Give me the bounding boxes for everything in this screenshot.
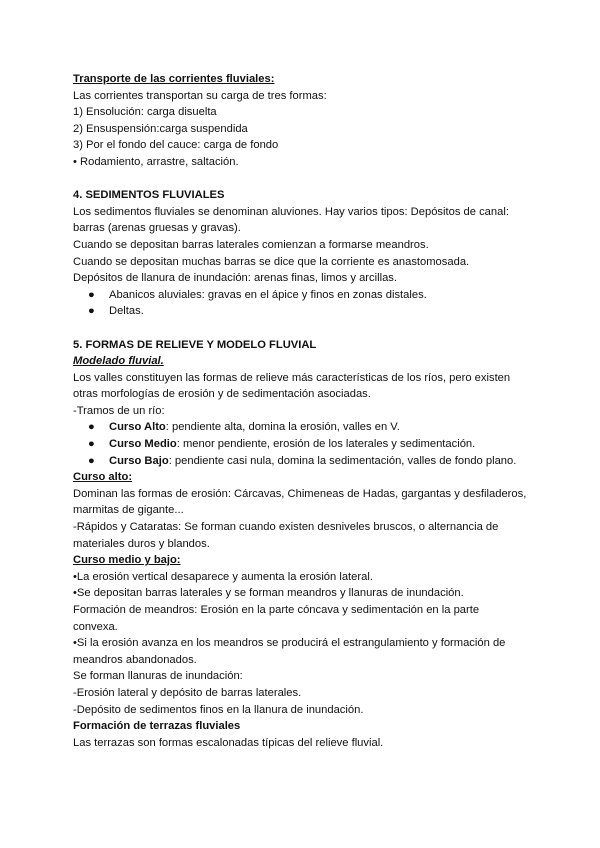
section-4-heading: 4. SEDIMENTOS FLUVIALES bbox=[73, 189, 225, 202]
curso-alto-heading: Curso alto: bbox=[73, 471, 133, 484]
bullet-icon: ● bbox=[88, 421, 95, 434]
paragraph-line: meandros abandonados. bbox=[73, 653, 197, 666]
transport-intro: Las corrientes transportan su carga de tres formas: bbox=[73, 89, 327, 102]
paragraph-line: Cuando se depositan barras laterales comienzan a formarse meandros. bbox=[73, 238, 429, 251]
paragraph-line: Cuando se depositan muchas barras se dice que la corriente es anastomosada. bbox=[73, 255, 470, 268]
sediment-bullet-list bbox=[73, 287, 543, 320]
bullet-icon: ● bbox=[88, 438, 95, 451]
paragraph-line: Dominan las formas de erosión: Cárcavas, Chimeneas de Hadas, gargantas y desfiladeros, bbox=[73, 487, 527, 500]
paragraph-line: •Se depositan barras laterales y se forman meandros y llanuras de inundación. bbox=[73, 587, 464, 600]
list-item bbox=[73, 419, 543, 436]
list-item-text: Deltas. bbox=[109, 305, 144, 318]
bullet-icon: ● bbox=[88, 454, 95, 467]
paragraph-line: •Si la erosión avanza en los meandros se producirá el estrangulamiento y formación de bbox=[73, 637, 506, 650]
transport-heading: Transporte de las corrientes fluviales: bbox=[73, 73, 275, 85]
paragraph-line: otras morfologías de erosión y de sedimentación asociadas. bbox=[73, 388, 371, 401]
list-item-text: Abanicos aluviales: gravas en el ápice y finos en zonas distales. bbox=[109, 288, 427, 301]
list-item bbox=[73, 436, 543, 453]
paragraph-line: -Depósito de sedimentos finos en la llanura de inundación. bbox=[73, 703, 364, 716]
tramo-desc: : menor pendiente, erosión de los laterales y sedimentación. bbox=[176, 438, 476, 451]
spacer bbox=[73, 171, 543, 188]
paragraph-line: •La erosión vertical desaparece y aumenta la erosión lateral. bbox=[73, 570, 373, 583]
tramo-term: Curso Medio bbox=[109, 438, 177, 451]
document-page bbox=[73, 71, 543, 751]
transport-item: 3) Por el fondo del cauce: carga de fondo bbox=[73, 139, 279, 152]
transport-item: • Rodamiento, arrastre, saltación. bbox=[73, 155, 239, 168]
modelado-subheading: Modelado fluvial. bbox=[73, 355, 164, 368]
spacer bbox=[73, 320, 543, 337]
list-item bbox=[73, 303, 543, 320]
paragraph-line: marmitas de gigante... bbox=[73, 504, 184, 517]
paragraph-line: Depósitos de llanura de inundación: arenas finas, limos y arcillas. bbox=[73, 272, 397, 285]
list-item bbox=[73, 453, 543, 470]
paragraph-line: Se forman llanuras de inundación: bbox=[73, 670, 243, 683]
paragraph-line: materiales duros y blandos. bbox=[73, 537, 210, 550]
paragraph-line: barras (arenas gruesas y gravas). bbox=[73, 222, 241, 235]
paragraph-line: Las terrazas son formas escalonadas típicas del relieve fluvial. bbox=[73, 736, 384, 749]
tramo-desc: : pendiente casi nula, domina la sedimentación, valles de fondo plano. bbox=[168, 454, 517, 467]
paragraph-line: convexa. bbox=[73, 620, 118, 633]
tramos-list bbox=[73, 419, 543, 469]
paragraph-line: -Rápidos y Cataratas: Se forman cuando existen desniveles bruscos, o alternancia de bbox=[73, 521, 499, 534]
section-5-heading: 5. FORMAS DE RELIEVE Y MODELO FLUVIAL bbox=[73, 338, 317, 351]
transport-item: 1) Ensolución: carga disuelta bbox=[73, 106, 217, 119]
paragraph-line: -Tramos de un río: bbox=[73, 404, 165, 417]
paragraph-line: Formación de meandros: Erosión en la parte cóncava y sedimentación en la parte bbox=[73, 604, 480, 616]
bullet-icon: ● bbox=[88, 288, 95, 301]
list-item bbox=[73, 287, 543, 304]
tramo-term: Curso Bajo bbox=[109, 454, 169, 467]
transport-item: 2) Ensuspensión:carga suspendida bbox=[73, 122, 248, 135]
tramo-term: Curso Alto bbox=[109, 421, 166, 434]
paragraph-line: Los sedimentos fluviales se denominan aluviones. Hay varios tipos: Depósitos de canal: bbox=[73, 205, 509, 218]
bullet-icon: ● bbox=[88, 305, 95, 318]
curso-medio-bajo-heading: Curso medio y bajo: bbox=[73, 554, 181, 567]
paragraph-line: Los valles constituyen las formas de relieve más características de los ríos, pero existen bbox=[73, 371, 511, 384]
paragraph-line: -Erosión lateral y depósito de barras laterales. bbox=[73, 686, 302, 699]
terrazas-heading: Formación de terrazas fluviales bbox=[73, 720, 241, 733]
tramo-desc: : pendiente alta, domina la erosión, valles en V. bbox=[165, 421, 400, 434]
